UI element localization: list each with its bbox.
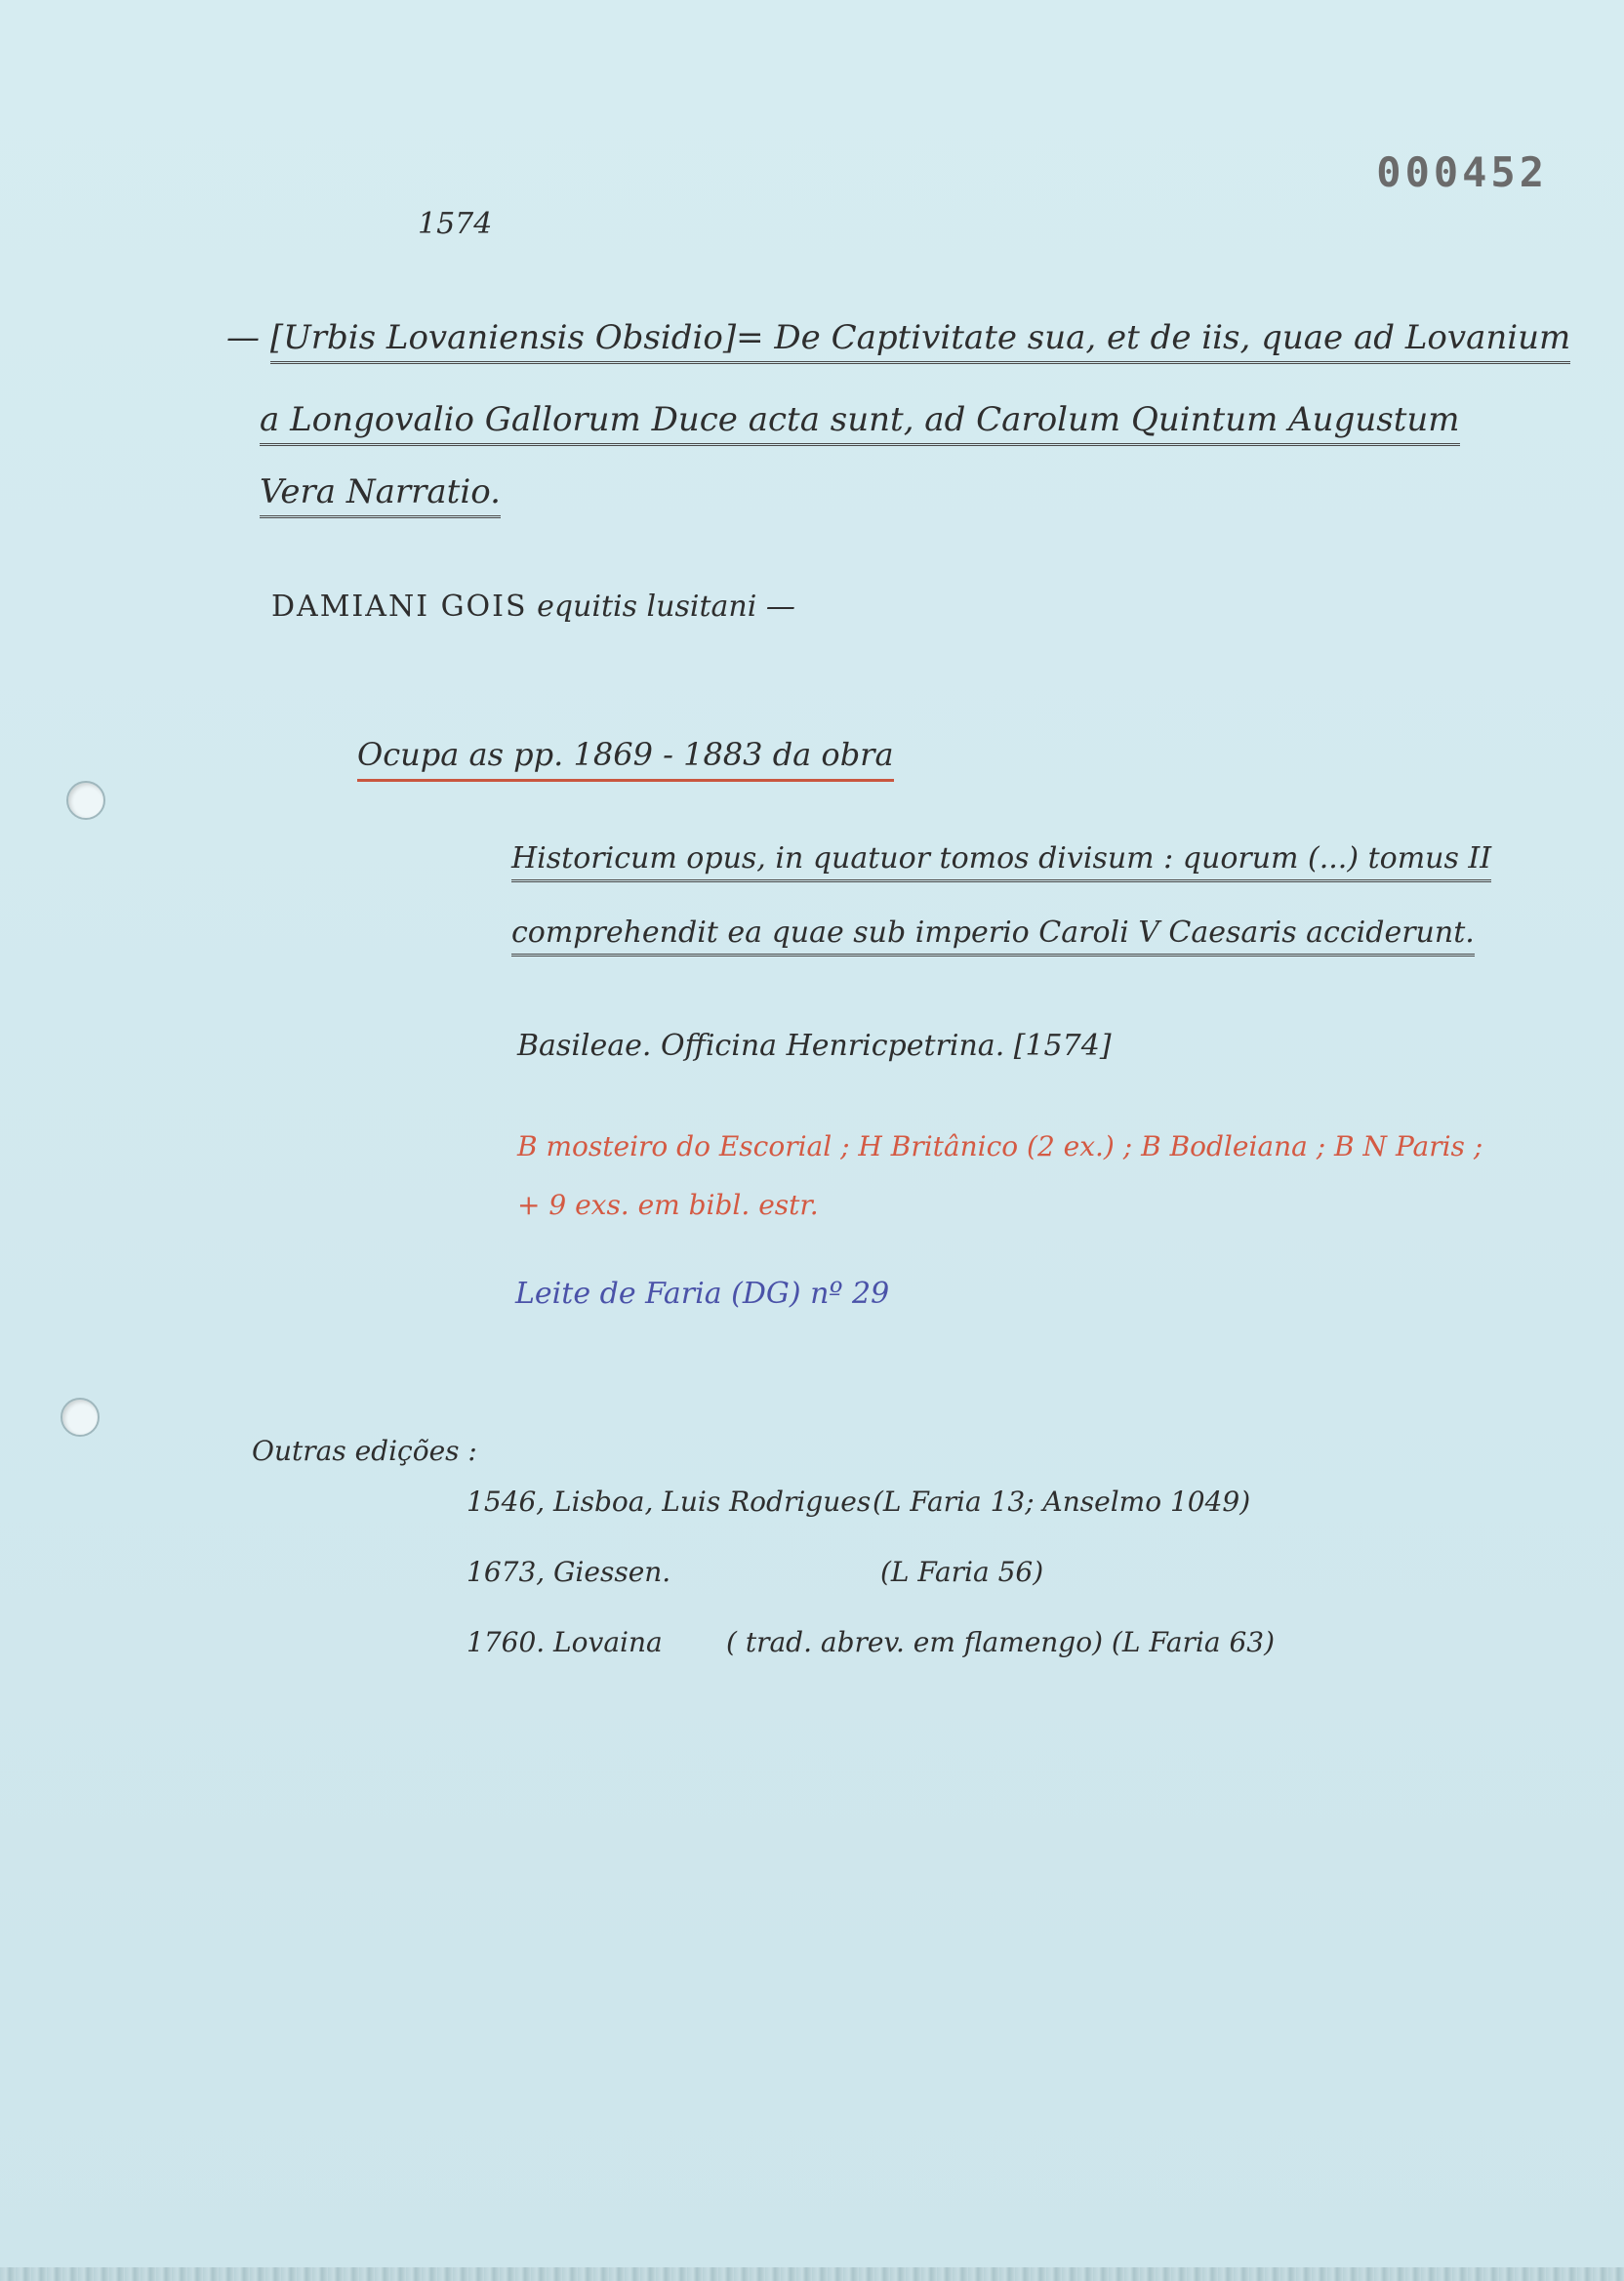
edition-3-date: 1760. Lovaina xyxy=(467,1626,663,1658)
author-name: DAMIANI GOIS xyxy=(271,590,528,624)
punch-hole-top xyxy=(66,781,105,820)
imprint: Basileae. Officina Henricpetrina. [1574] xyxy=(517,1029,1112,1063)
edition-3-note: ( trad. abrev. em flamengo) (L Faria 63) xyxy=(726,1626,1276,1658)
edition-2-note: (L Faria 56) xyxy=(880,1556,1044,1588)
holdings-line-2: + 9 exs. em bibl. estr. xyxy=(517,1189,819,1221)
holdings-line-1: B mosteiro do Escorial ; H Britânico (2 ex.) ; B Bodleiana ; B N Paris ; xyxy=(517,1130,1483,1162)
author-line xyxy=(271,590,795,624)
title-bracketed: [Urbis Lovaniensis Obsidio] xyxy=(270,318,736,364)
other-editions-heading: Outras edições : xyxy=(252,1435,477,1467)
location-note: Ocupa as pp. 1869 - 1883 da obra xyxy=(357,736,894,782)
edition-1-note: (L Faria 13; Anselmo 1049) xyxy=(873,1486,1251,1518)
author-description: equitis lusitani — xyxy=(527,590,795,624)
title-dash: — xyxy=(226,318,270,357)
work-title-line-1: Historicum opus, in quatuor tomos divisum : quorum (...) tomus II xyxy=(511,841,1491,882)
publication-year: 1574 xyxy=(418,207,493,241)
title-line1-rest: = De Captivitate sua, et de iis, quae ad Lovanium xyxy=(736,318,1570,364)
punch-hole-bottom xyxy=(61,1398,100,1437)
work-title-line-2: comprehendit ea quae sub imperio Caroli V Caesaris acciderunt. xyxy=(511,916,1475,957)
edition-1-date: 1546, Lisboa, Luis Rodrigues xyxy=(467,1486,872,1518)
title-line-2: a Longovalio Gallorum Duce acta sunt, ad Carolum Quintum Augustum xyxy=(260,400,1460,446)
card-number-stamp: 000452 xyxy=(1376,148,1548,196)
edition-2-date: 1673, Giessen. xyxy=(467,1556,671,1588)
title-line-1 xyxy=(226,318,1570,361)
title-line-3: Vera Narratio. xyxy=(260,472,501,518)
bibliographic-reference: Leite de Faria (DG) nº 29 xyxy=(515,1277,890,1311)
card-bottom-edge xyxy=(0,2267,1624,2281)
